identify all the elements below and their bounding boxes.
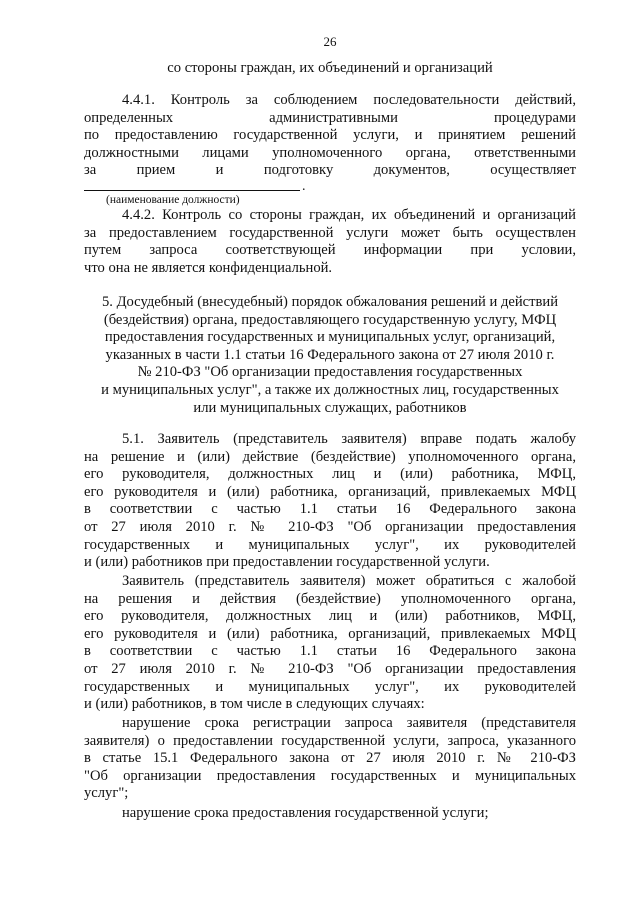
text-line: в соответствии с частью 1.1 статьи 16 Федерального закона [84,501,576,518]
text-line: нарушение срока регистрации запроса заявителя (представителя [122,715,576,731]
paragraph-complaint-cases [84,573,576,714]
paragraph-case-service-deadline [84,805,576,823]
text-line: на решения и действия (бездействие) уполномоченного органа, [84,590,576,607]
text-line: на решение и (или) действие (бездействие) уполномоченного органа, [84,448,576,465]
text-line: и (или) работников при предоставлении государственной услуги. [84,554,490,571]
text-line: путем запроса соответствующей информации при условии, [84,242,576,259]
text-line: Заявитель (представитель заявителя) может обратиться с жалобой [122,573,576,589]
paragraph-4-4-2 [84,207,576,277]
heading-line: со стороны граждан, их объединений и организаций [167,60,493,76]
text-line: государственных и муниципальных услуг", их руководителей [84,536,576,553]
text-line: за прием и подготовку документов, осуществляет [84,162,576,179]
text-line: услуг"; [84,785,129,802]
text-line: заявителя) о предоставлении государственной услуги, запроса, указанного [84,732,576,749]
text-line: от 27 июля 2010 г. № 210-ФЗ "Об организации предоставления [84,660,576,677]
blank-caption: (наименование должности) [106,194,240,206]
blank-trailing-dot: . [302,179,306,194]
text-line: нарушение срока предоставления государственной услуги; [122,805,489,821]
text-line: что она не является конфиденциальной. [84,259,333,276]
section-5-heading [84,294,576,417]
text-line: его руководителя, должностных лиц и (или) работников, МФЦ, [84,608,576,625]
blank-underline [84,190,300,191]
text-line: государственных и муниципальных услуг", их руководителей [84,678,576,695]
heading-line: или муниципальных служащих, работников [193,399,467,416]
text-line: в соответствии с частью 1.1 статьи 16 Федерального закона [84,643,576,660]
text-line: 4.4.1. Контроль за соблюдением последовательности действий, [122,92,576,108]
heading-line: (бездействия) органа, предоставляющего государственную услугу, МФЦ [103,311,557,328]
text-line: и (или) работников, в том числе в следующих случаях: [84,696,425,713]
heading-line: предоставления государственных и муниципальных услуг, организаций, [104,329,556,346]
text-line: определенных административными процедурами [84,109,576,126]
text-line: в статье 15.1 Федерального закона от 27 июля 2010 г. № 210-ФЗ [84,750,576,767]
text-line: 4.4.2. Контроль со стороны граждан, их объединений и организаций [122,207,576,223]
paragraph-5-1 [84,431,576,572]
page-number: 26 [323,34,337,49]
text-line: должностными лицами уполномоченного органа, ответственными [84,144,576,161]
heading-line: № 210-ФЗ "Об организации предоставления государственных [137,364,523,381]
text-line: его руководителя и (или) работника, организаций, привлекаемых МФЦ [84,483,576,500]
text-line: по предоставлению государственной услуги, и принятием решений [84,127,576,144]
text-line: от 27 июля 2010 г. № 210-ФЗ "Об организации предоставления [84,518,576,535]
text-line: его руководителя и (или) работника, организаций, привлекаемых МФЦ [84,625,576,642]
paragraph-4-4-1 [84,92,576,180]
section-4-heading-tail [84,60,576,78]
text-line: 5.1. Заявитель (представитель заявителя) вправе подать жалобу [122,431,576,447]
heading-line: 5. Досудебный (внесудебный) порядок обжалования решений и действий [101,294,559,310]
text-line: его руководителя, должностных лиц и (или) работника, МФЦ, [84,466,576,483]
heading-line: указанных в части 1.1 статьи 16 Федерального закона от 27 июля 2010 г. [105,346,555,363]
text-line: "Об организации предоставления государственных и муниципальных [84,767,576,784]
text-line: за предоставлением государственной услуги может быть осуществлен [84,224,576,241]
paragraph-case-registration [84,715,576,803]
heading-line: и муниципальных услуг", а также их должностных лиц, государственных [101,381,559,398]
